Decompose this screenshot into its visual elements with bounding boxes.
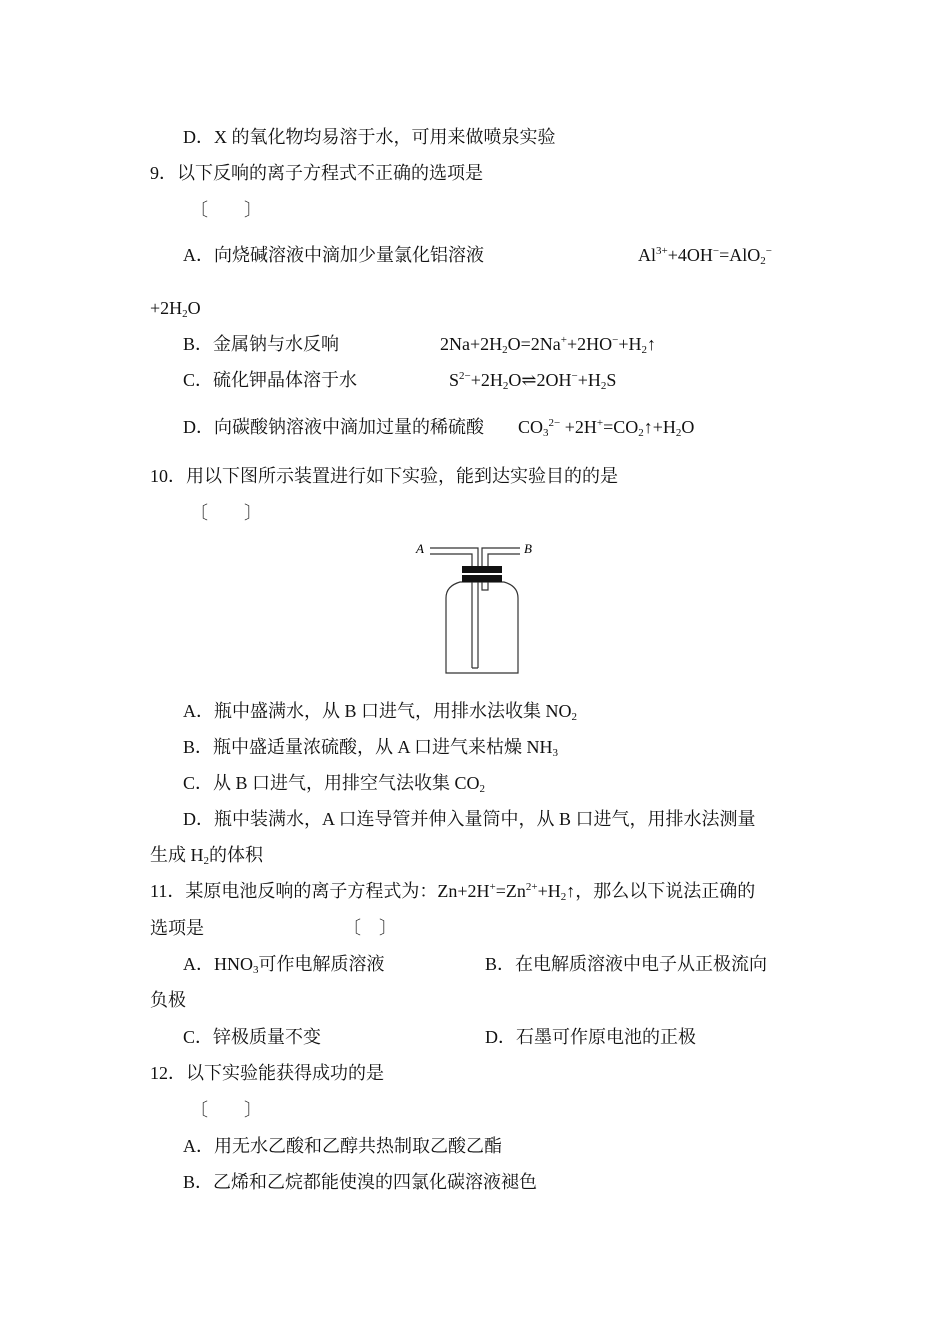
text-run: B．瓶中盛适量浓硫酸，从 A 口进气来枯燥 NH (183, 737, 553, 757)
text-run: A．HNO (183, 954, 253, 974)
text-run: D．石墨可作原电池的正极 (485, 1027, 696, 1047)
text-run: C．锌极质量不变 (183, 1027, 322, 1047)
subscript: 2 (641, 344, 648, 356)
superscript: − (612, 334, 619, 346)
subscript: 3 (253, 964, 259, 976)
subscript: 2 (182, 308, 188, 320)
q11-option-b-cont (150, 989, 186, 1011)
q9-option-b (183, 333, 339, 355)
text-run: O=2Na (507, 334, 561, 354)
q10-option-a (183, 700, 577, 722)
text-run: Al (638, 245, 656, 265)
q9-stem (150, 162, 483, 184)
subscript: 3 (543, 427, 549, 439)
text-run: 12．以下实验能获得成功的是 (150, 1063, 384, 1083)
q9-option-d (183, 416, 484, 438)
q11-answer-blank (343, 917, 397, 939)
text-run: C．硫化钾晶体溶于水 (183, 370, 358, 390)
text-run: 9．以下反响的离子方程式不正确的选项是 (150, 163, 483, 183)
text-run: C．从 B 口进气，用排空气法收集 CO (183, 773, 480, 793)
text-run: O (681, 417, 695, 437)
superscript: + (596, 417, 604, 429)
text-run: 负极 (150, 990, 186, 1010)
text-run: =CO (603, 417, 639, 437)
text-run: 〔 〕 (190, 1100, 262, 1120)
text-run: D．X 的氧化物均易溶于水，可用来做喷泉实验 (183, 127, 556, 147)
q10-answer-blank (190, 502, 262, 524)
superscript: 2+ (525, 881, 538, 893)
subscript: 3 (552, 747, 559, 759)
q10-option-b (183, 736, 558, 758)
text-run: 生成 H (150, 845, 204, 865)
q12-option-a (183, 1135, 502, 1157)
text-run: +2H (560, 417, 597, 437)
q9-option-a-formula (638, 244, 772, 266)
subscript: 2 (560, 891, 567, 903)
text-run: ↑ (647, 334, 657, 354)
q8-option-d (183, 126, 556, 148)
superscript: 2− (548, 417, 561, 429)
superscript: 2− (459, 370, 471, 382)
text-run: +H (618, 334, 642, 354)
text-run: +H (537, 881, 561, 901)
q9-option-c (183, 369, 357, 391)
text-run: S (449, 370, 460, 390)
q11-option-d (485, 1026, 696, 1048)
q10-stem (150, 465, 618, 487)
text-run: B．金属钠与水反响 (183, 334, 340, 354)
subscript: 2 (600, 380, 607, 392)
text-run: S (606, 370, 617, 390)
text-run: CO (518, 417, 544, 437)
superscript: − (765, 245, 772, 257)
subscript: 2 (675, 427, 682, 439)
q10-option-d-cont (150, 844, 263, 866)
text-run: ↑+H (643, 417, 676, 437)
q10-option-d (183, 808, 756, 830)
text-run: =Zn (495, 881, 526, 901)
q11-option-a (183, 953, 385, 975)
text-run: 11．某原电池反响的离子方程式为：Zn+2H (150, 881, 490, 901)
q9-option-a-formula-cont (150, 297, 201, 319)
superscript: − (571, 370, 578, 382)
superscript: 3+ (656, 245, 668, 257)
text-run: O⇌2OH (508, 370, 572, 390)
superscript: + (560, 334, 567, 346)
text-run: A．瓶中盛满水，从 B 口进气，用排水法收集 NO (183, 701, 572, 721)
superscript: + (489, 881, 496, 893)
subscript: 2 (638, 427, 644, 439)
text-run: 10．用以下图所示装置进行如下实验，能到达实验目的的是 (150, 466, 618, 486)
text-run: A．用无水乙酸和乙醇共热制取乙酸乙酯 (183, 1136, 502, 1156)
q10-option-c (183, 772, 485, 794)
text-run: 可作电解质溶液 (258, 954, 385, 974)
subscript: 2 (502, 344, 508, 356)
superscript: − (712, 245, 720, 257)
subscript: 2 (502, 380, 509, 392)
q9-answer-blank (190, 199, 262, 221)
text-run: 〔 〕 (343, 918, 397, 938)
label-a: A (416, 541, 424, 556)
text-run: B．在电解质溶液中电子从正极流向 (485, 954, 768, 974)
q12-option-b (183, 1171, 537, 1193)
gas-bottle-figure (408, 538, 548, 680)
q11-option-c (183, 1026, 321, 1048)
q9-option-a (183, 244, 484, 266)
subscript: 2 (760, 255, 766, 267)
label-b: B (524, 541, 532, 556)
subscript: 2 (571, 711, 578, 723)
q11-option-b (485, 953, 767, 975)
q11-stem-cont (150, 917, 204, 939)
text-run: D．瓶中装满水，A 口连导管并伸入量筒中，从 B 口进气，用排水法测量 (183, 809, 756, 829)
q12-answer-blank (190, 1099, 262, 1121)
q9-option-d-formula (518, 416, 694, 438)
subscript: 2 (203, 855, 209, 867)
text-run: ↑，那么以下说法正确的 (566, 881, 756, 901)
text-run: 2Na+2H (440, 334, 503, 354)
text-run: +2HO (567, 334, 613, 354)
q12-stem (150, 1062, 384, 1084)
q9-option-c-formula (449, 369, 616, 391)
text-run: +4OH (667, 245, 713, 265)
text-run: D．向碳酸钠溶液中滴加过量的稀硫酸 (183, 417, 484, 437)
text-run: O (187, 298, 201, 318)
text-run: 〔 〕 (190, 200, 262, 220)
q9-option-b-formula (440, 333, 656, 355)
text-run: +H (577, 370, 601, 390)
bottle-body (446, 582, 518, 673)
text-run: +2H (150, 298, 183, 318)
text-run: 〔 〕 (190, 503, 262, 523)
subscript: 2 (479, 783, 486, 795)
q11-stem (150, 880, 755, 902)
text-run: A．向烧碱溶液中滴加少量氯化铝溶液 (183, 245, 484, 265)
text-run: 选项是 (150, 918, 204, 938)
text-run: =AlO (719, 245, 761, 265)
text-run: B．乙烯和乙烷都能使溴的四氯化碳溶液褪色 (183, 1172, 538, 1192)
text-run: 的体积 (209, 845, 263, 865)
text-run: +2H (470, 370, 503, 390)
